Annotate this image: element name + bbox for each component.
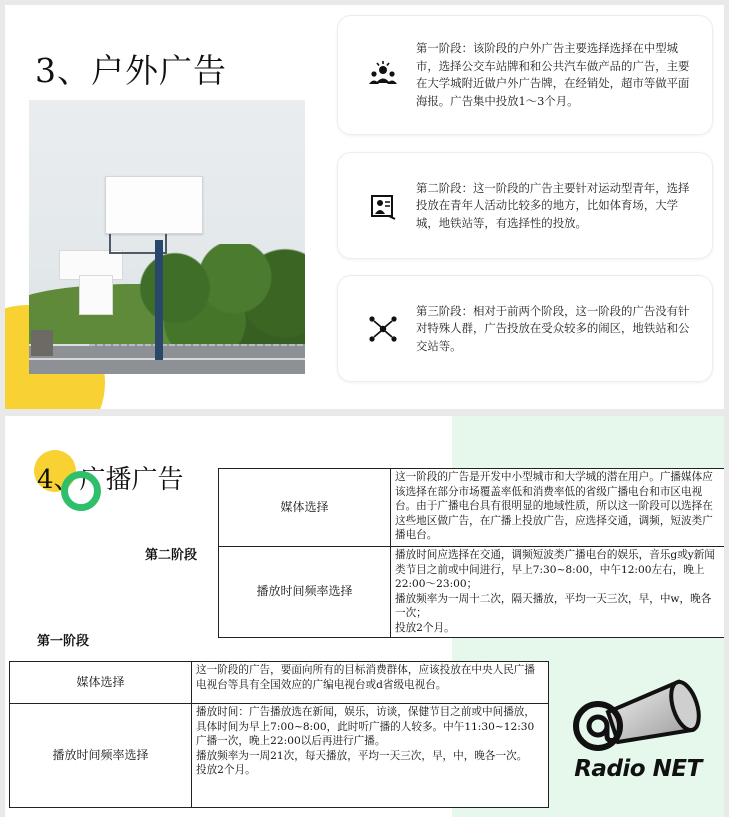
stage-card-1 bbox=[337, 15, 713, 135]
stage-card-3 bbox=[337, 275, 713, 382]
presenter-board-icon bbox=[367, 190, 399, 222]
megaphone-icon bbox=[560, 672, 716, 762]
people-group-icon bbox=[367, 59, 399, 91]
slide-outdoor-ads bbox=[5, 5, 724, 409]
stage-card-text: 第三阶段：相对于前两个阶段，这一阶段的广告没有针对特殊人群，广告投放在受众较多的闹区，地铁站和公交站等。 bbox=[416, 303, 690, 353]
table-row bbox=[219, 547, 725, 638]
decorative-green-ring bbox=[61, 471, 101, 511]
table-row bbox=[10, 704, 549, 808]
stage-1-table bbox=[9, 661, 549, 808]
frequency-choice-head: 播放时间频率选择 bbox=[219, 547, 391, 638]
billboard-photo bbox=[29, 100, 305, 374]
frequency-choice-text: 播放时间应选择在交通，调频短波类广播电台的娱乐，音乐g或y新闻类节目之前或中间进行，早上7:30~8:00，中午12:00左右，晚上22:00～23:00； 播放频率为一周十二次，隔天播放，平均一天三次，早，中w，晚各一次； 投放2个月。 bbox=[391, 547, 725, 638]
slide-radio-ads bbox=[5, 416, 724, 817]
stage-card-text: 第一阶段：该阶段的户外广告主要选择选择在中型城市，选择公交车站牌和和公共汽车做产品的广告，主要在大学城附近做户外广告牌，在经销处，超市等做平面海报。广告集中投放1～3个月。 bbox=[416, 41, 690, 108]
table-row bbox=[10, 662, 549, 704]
media-choice-head: 媒体选择 bbox=[219, 469, 391, 547]
slide-title: 3、户外广告 bbox=[35, 51, 227, 90]
stage-1-label: 第一阶段 bbox=[37, 634, 90, 649]
radio-net-logo bbox=[560, 672, 716, 792]
network-people-icon bbox=[367, 313, 399, 345]
logo-text: Radio NET bbox=[574, 756, 702, 782]
slide-title: 4、广播广告 bbox=[37, 465, 184, 495]
stage-2-label: 第二阶段 bbox=[145, 548, 198, 563]
media-choice-text: 这一阶段的广告是开发中小型城市和大学城的潜在用户。广播媒体应该选择在部分市场覆盖率低和消费率低的省级广播电台和市区电视台。由于广播电台具有很明显的地域性质，所以这一阶段可以选择在这些地区做广告，在广播上投放广告，应选择交通，调频，短波类广播电台。 bbox=[391, 469, 725, 547]
table-row bbox=[219, 469, 725, 547]
stage-card-text: 第二阶段：这一阶段的广告主要针对运动型青年，选择投放在青年人活动比较多的地方，比如体育场，大学城，地铁站等，有选择性的投放。 bbox=[416, 180, 690, 230]
stage-card-2 bbox=[337, 152, 713, 259]
media-choice-head: 媒体选择 bbox=[10, 662, 192, 704]
media-choice-text: 这一阶段的广告，要面向所有的目标消费群体，应该投放在中央人民广播电视台等具有全国效应的广编电视台或d省级电视台。 bbox=[192, 662, 549, 704]
frequency-choice-text: 播放时间：广告播放选在新闻，娱乐，访谈，保健节目之前或中间播放，具体时间为早上7:00~8:00，此时听广播的人较多。中午11:30~12:30广播一次，晚上22:00以后再进行广播。 播放频率为一周21次，每天播放，平均一天三次，早，中，晚各一次。 投放2个月。 bbox=[192, 704, 549, 808]
frequency-choice-head: 播放时间频率选择 bbox=[10, 704, 192, 808]
stage-2-table bbox=[218, 468, 724, 638]
